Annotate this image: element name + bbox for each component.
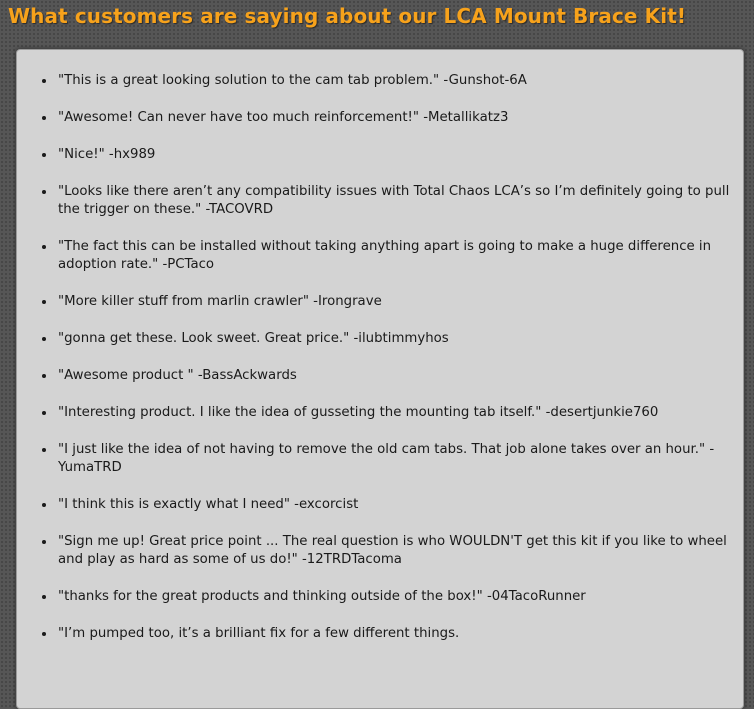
testimonial-item: • "Sign me up! Great price point ... The real question is who WOULDN'T get this kit if you like to wheel and play as hard as some of us do!" -12TRDTacoma [56,533,735,569]
testimonial-item: • "Looks like there aren’t any compatibility issues with Total Chaos LCA’s so I’m definitely going to pull the trigger on these." -TACOVRD [56,183,735,219]
testimonial-item: • "Nice!" -hx989 [56,146,735,164]
testimonial-item: • "gonna get these. Look sweet. Great price." -ilubtimmyhos [56,330,735,348]
testimonial-item: • "This is a great looking solution to the cam tab problem." -Gunshot-6A [56,72,735,90]
testimonial-item: • "thanks for the great products and thinking outside of the box!" -04TacoRunner [56,588,735,606]
testimonial-item: • "The fact this can be installed without taking anything apart is going to make a huge difference in adoption rate." -PCTaco [56,238,735,274]
testimonials-panel [16,49,744,709]
testimonial-item: • "I’m pumped too, it’s a brilliant fix for a few different things. [56,625,735,643]
testimonial-item: • "I think this is exactly what I need" -excorcist [56,496,735,514]
testimonial-item: • "Interesting product. I like the idea of gusseting the mounting tab itself." -desertjunkie760 [56,404,735,422]
testimonials-list [17,50,743,643]
testimonial-item: • "Awesome! Can never have too much reinforcement!" -Metallikatz3 [56,109,735,127]
testimonial-item: • "More killer stuff from marlin crawler" -Irongrave [56,293,735,311]
testimonial-item: • "Awesome product " -BassAckwards [56,367,735,385]
testimonial-item: • "I just like the idea of not having to remove the old cam tabs. That job alone takes over an hour." -YumaTRD [56,441,735,477]
page-heading: What customers are saying about our LCA Mount Brace Kit! [8,4,687,28]
